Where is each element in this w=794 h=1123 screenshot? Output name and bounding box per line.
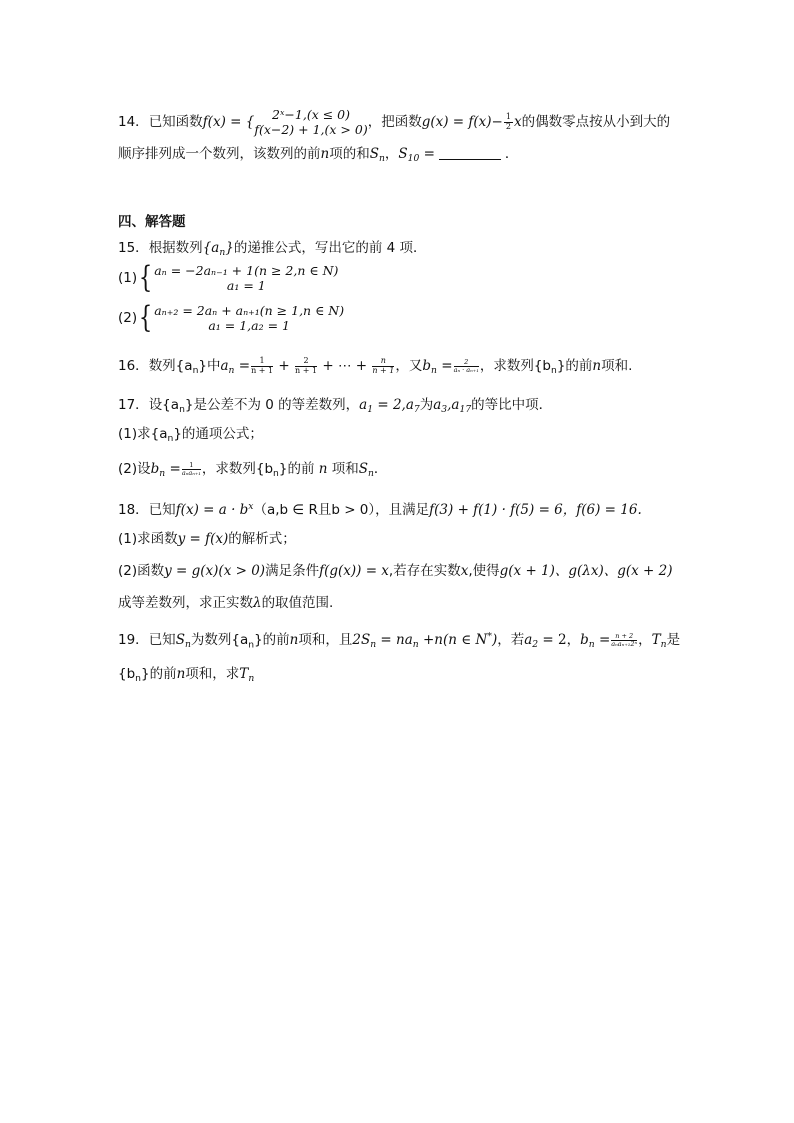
q18-part2-line1: (2)函数y = g(x)(x > 0)满足条件f(g(x)) = x,若存在实数x,使得g(x + 1)、g(λx)、g(x + 2) — [118, 563, 673, 579]
q17-stem: 17．设$\{a_n\}$是公差不为 0 的等差数列，$a_1 = 2,a_7$为$a_3,a_{17}$的等比中项． — [118, 397, 553, 416]
q18-part2-line2: 成等差数列，求正实数λ的取值范围. — [118, 595, 334, 611]
q17-part2: (2)设$b_n$ = $\frac{1}{\text{aₙaₙ₊₁}}$ ，求数列$\{b_n\}$的前 n 项和$S_n$． — [118, 460, 388, 480]
q16-number: 16． — [118, 358, 149, 374]
q14-answer-blank — [439, 147, 501, 160]
q14-piecewise: 2ˣ−1,(x ≤ 0) f(x−2) + 1,(x > 0) — [254, 107, 368, 137]
section-heading: 四、解答题 — [118, 214, 186, 230]
q19-line1: 19．已知$S_n$为数列$\{a_n\}$的前n项和，且$2S_n = na_n +n(n$ ∈ N*)，若$a_2 = 2$，$b_n$ = $\frac{n + 2}{\text{aₙaₙ₊₁2ⁿ}}$ ，$T_n$是 — [118, 631, 681, 651]
q15-part1: (1){ aₙ = −2aₙ₋₁ + 1(n ≥ 2,n ∈ N) a₁ = 1 — [118, 260, 339, 295]
q18-stem: 18．已知$f(x) = a \cdot b^x(a,b$ ∈ R且b > 0），且满足f(3) + f(1) · f(5) = 6，f(6) = 16. — [118, 501, 642, 519]
q14-number: 14． — [118, 114, 149, 130]
q14-f-def: f(x) = { — [202, 114, 255, 130]
q19-number: 19． — [118, 632, 149, 649]
q14-line1: 14．已知函数f(x) = { 2ˣ−1,(x ≤ 0) f(x−2) + 1,(x > 0) ，把函数g(x) = f(x)− $\frac{1}{2}$ x的偶数零点按从小到大的 — [118, 107, 671, 137]
q17-number: 17． — [118, 397, 149, 413]
q17-part1: (1)求$\{a_n\}$的通项公式； — [118, 426, 263, 445]
q18-number: 18． — [118, 502, 149, 519]
q18-part1: (1)求函数y = f(x)的解析式； — [118, 531, 296, 547]
q14-g-def: g(x) = f(x)− — [421, 114, 503, 130]
q15-brace-1: { — [138, 260, 153, 295]
q15-part2: (2){ aₙ₊₂ = 2aₙ + aₙ₊₁(n ≥ 1,n ∈ N) a₁ = 1,a₂ = 1 — [118, 300, 345, 335]
q14-line2: 顺序排列成一个数列，该数列的前n项的和$S_n$，$S_{10}$ = ． — [118, 146, 519, 165]
q15-number: 15． — [118, 240, 149, 256]
q16-stem: 16．数列$\{a_n\}$中$a_n$ = $\frac{1}{n + 1}$ + $\frac{2}{n + 1}$ + ⋯ + $\frac{n}{n + 1}$ ，又$b_n$ = $\frac{2}{\text{aₙ · aₙ₊₁}}$ ，求数列$\{b_n\}$的前n项和. — [118, 356, 633, 377]
q19-line2: $\{b_n\}$的前n项和，求$T_n$ — [118, 666, 255, 685]
q15-brace-2: { — [138, 300, 153, 335]
q14-half-fraction: $\frac{1}{2}$ — [505, 112, 511, 131]
q15-stem: 15．根据数列$\{a_n\}$的递推公式，写出它的前 4 项． — [118, 240, 427, 259]
